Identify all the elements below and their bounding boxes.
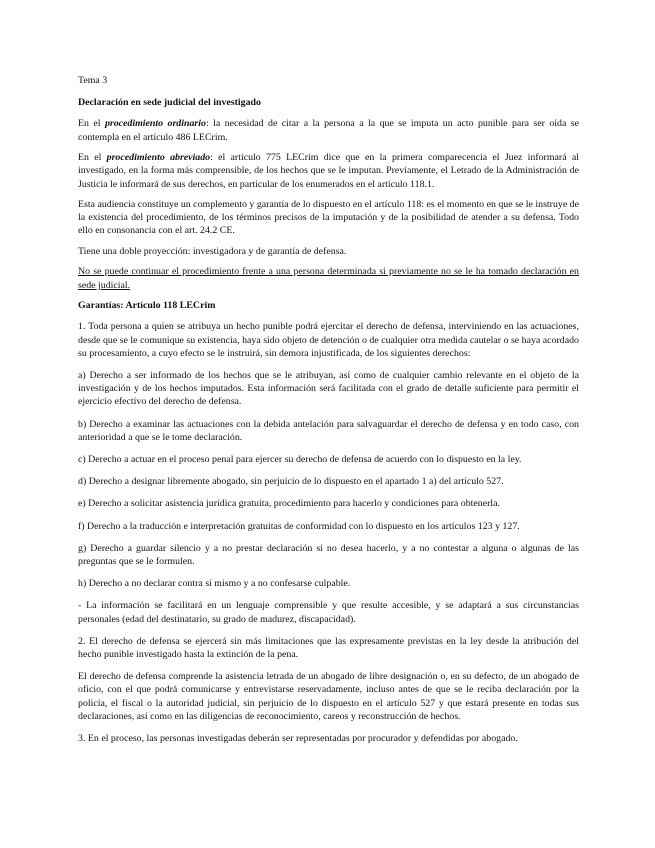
right-item-f: f) Derecho a la traducción e interpretación gratuitas de conformidad con lo dispuesto en los artículos 123 y 127. bbox=[78, 520, 520, 532]
paragraph-articulo-118-1: 1. Toda persona a quien se atribuya un hecho punible podrá ejercitar el derecho de defensa, interviniendo en las actuaciones, desde que se le comunique su existencia, haya sido objeto de detención o de cualquier otra medida cautelar o se haya acordado su procesamiento, a cuyo efecto se le instruirá, sin demora injustificada, de los siguientes derechos: bbox=[78, 321, 579, 359]
document-page bbox=[78, 74, 579, 753]
paragraph-lenguaje-comprensible: - La información se facilitará en un lenguaje comprensible y que resulte accesible, y se adaptará a sus circunstancias personales (edad del destinatario, su grado de madurez, discapacidad). bbox=[78, 600, 579, 625]
emphasis-procedimiento-abreviado: procedimiento abreviado bbox=[106, 152, 211, 164]
document-title: Declaración en sede judicial del investigado bbox=[78, 97, 261, 109]
paragraph-asistencia-letrada: El derecho de defensa comprende la asistencia letrada de un abogado de libre designación o, en su defecto, de un abogado de oficio, con el que podrá comunicarse y entrevistarse reservadamente, incluso antes de que se le reciba declaración por la policía, el fiscal o la autoridad judicial, sin perjuicio de lo dispuesto en el artículo 527 y que estará presente en todas sus declaraciones, así como en las diligencias de reconocimiento, careos y reconstrucción de hechos. bbox=[78, 671, 579, 722]
paragraph-procedimiento-ordinario bbox=[78, 117, 579, 143]
text-fragment: En el bbox=[78, 118, 105, 130]
paragraph-procedimiento-abreviado bbox=[78, 151, 579, 191]
right-item-b: b) Derecho a examinar las actuaciones con la debida antelación para salvaguardar el derecho de defensa y en todo caso, con anterioridad a que se le tome declaración. bbox=[78, 418, 579, 443]
paragraph-audiencia: Esta audiencia constituye un complemento y garantía de lo dispuesto en el artículo 118: es el momento en que se le instruye de la existencia del procedimiento, de los términos precisos de la imputación y de la posibilidad de atender a su defensa. Todo ello en consonancia con el art. 24.2 CE. bbox=[78, 199, 579, 237]
paragraph-continuar-procedimiento: No se puede continuar el procedimiento frente a una persona determinada si previamente no se le ha tomado declaración en sede judicial. bbox=[78, 266, 579, 291]
topic-label: Tema 3 bbox=[78, 75, 108, 86]
text-fragment: : el artículo 775 LECrim dice que en la primera comparecencia el Juez informará al investigado, en la forma más comprensible, de los hechos que se le imputan. Previamente, el Letrado de la Administración de Justicia le informará de sus derechos, en particular de los enumerados en el artículo 118.1. bbox=[78, 152, 579, 190]
paragraph-articulo-118-2: 2. El derecho de defensa se ejercerá sin más limitaciones que las expresamente previstas en la ley desde la atribución del hecho punible investigado hasta la extinción de la pena. bbox=[78, 635, 579, 660]
text-fragment: : la necesidad de citar a la persona a la que se imputa un acto punible para ser oída se contempla en el artículo 486 LECrim. bbox=[78, 118, 580, 143]
right-item-h: h) Derecho a no declarar contra sí mismo y a no confesarse culpable. bbox=[78, 578, 351, 590]
section-title-garantias: Garantías: Artículo 118 LECrim bbox=[78, 300, 216, 312]
right-item-a: a) Derecho a ser informado de los hechos que se le atribuyan, así como de cualquier cambio relevante en el objeto de la investigación y de los hechos imputados. Esta información será facilitada con el grado de detalle suficiente para permitir el ejercicio efectivo del derecho de defensa. bbox=[78, 369, 579, 408]
right-item-c: c) Derecho a actuar en el proceso penal para ejercer su derecho de defensa de acuerdo con lo dispuesto en la ley. bbox=[78, 453, 522, 465]
emphasis-procedimiento-ordinario: procedimiento ordinario bbox=[104, 118, 206, 130]
text-fragment: En el bbox=[78, 152, 107, 164]
paragraph-articulo-118-3: 3. En el proceso, las personas investigadas deberán ser representadas por procurador y defendidas por abogado. bbox=[78, 733, 518, 744]
right-item-d: d) Derecho a designar libremente abogado, sin perjuicio de lo dispuesto en el apartado 1 a) del artículo 527. bbox=[78, 476, 504, 488]
right-item-g: g) Derecho a guardar silencio y a no prestar declaración si no desea hacerlo, y a no contestar a alguna o algunas de las preguntas que se le formulen. bbox=[78, 542, 579, 567]
right-item-e: e) Derecho a solicitar asistencia jurídica gratuita, procedimiento para hacerlo y condiciones para obtenerla. bbox=[78, 498, 500, 510]
paragraph-proyeccion: Tiene una doble proyección: investigadora y de garantía de defensa. bbox=[78, 245, 347, 257]
